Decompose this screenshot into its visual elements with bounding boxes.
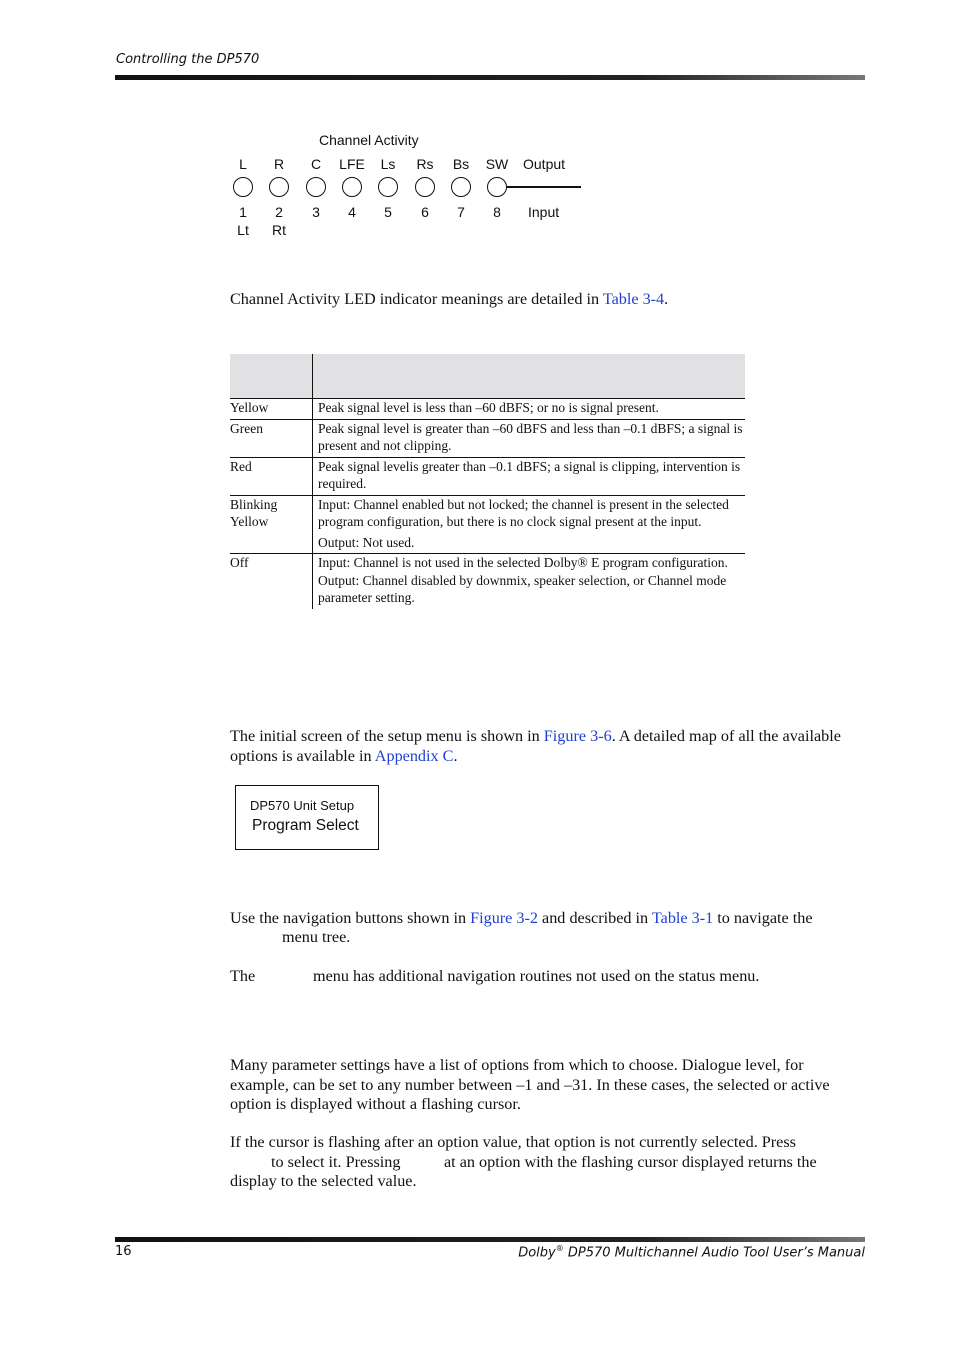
channel-label: L [239,156,247,172]
channel-number: 2 [275,204,283,220]
channel-led-indicator [269,177,289,197]
running-header: Controlling the DP570 [116,52,260,67]
led-meaning-cell [313,419,746,457]
channel-number: 7 [457,204,465,220]
table-row [230,457,745,495]
nav-text-a: Use the navigation buttons shown in [230,909,471,927]
table-header-row [230,354,745,399]
led-meaning-cell [313,554,746,609]
led-meaning-text: Output: Channel disabled by downmix, speaker selection, or Channel mode parameter setting. [318,572,727,605]
led-indicator-table [230,354,745,609]
table-3-1-link[interactable]: Table 3-1 [651,909,714,927]
lcd-line-1: DP570 Unit Setup [250,798,355,813]
led-meaning-text: Peak signal levelis greater than –0.1 dBFS; a signal is clipping, intervention is required. [318,458,741,491]
figure-title: Channel Activity [319,132,419,148]
table-row [230,554,745,609]
lcd-display [235,785,379,850]
led-meaning-cell [313,457,746,495]
setup-menu-note-b: menu has additional navigation routines not used on the status menu. [313,967,760,985]
led-state-cell: Yellow [230,399,313,420]
manual-title [518,1244,865,1260]
channel-number: 4 [348,204,356,220]
setup-text-b: . A detailed map of all the available options is available in [230,727,841,765]
channel-led-indicator [451,177,471,197]
nav-text-b: and described in [537,909,652,927]
led-state-cell: Green [230,419,313,457]
input-label: Input [528,204,560,220]
channel-label: R [273,156,285,172]
channel-label: Bs [452,156,470,172]
figure-3-6-link[interactable]: Figure 3-6 [543,727,612,745]
manual-title-rest: DP570 Multichannel Audio Tool User’s Manual [563,1245,865,1261]
channel-number: 3 [312,204,320,220]
led-meaning-text: Input: Channel enabled but not locked; the channel is present in the selected program configuration, but there is no clock signal present at the input. [318,496,729,529]
intro-text: Channel Activity LED indicator meanings are detailed in [230,290,603,308]
channel-led-indicator [306,177,326,197]
channel-label: SW [485,156,509,172]
channel-label: Ls [380,156,396,172]
table-row [230,495,745,554]
nav-paragraph-line2: menu tree. [282,928,351,946]
cursor-paragraph-line2b: at an option with the flashing cursor displayed returns the [444,1153,817,1171]
channel-sub-label: Rt [272,222,286,238]
intro-paragraph [230,290,870,310]
nav-paragraph-line1 [230,909,870,929]
intro-end: . [664,290,669,308]
channel-led-indicator [487,177,507,197]
setup-text-c: . [453,746,458,765]
manual-brand: Dolby [518,1245,556,1261]
led-state-cell: Blinking Yellow [230,495,313,554]
channel-number: 5 [384,204,392,220]
cursor-paragraph-line1: If the cursor is flashing after an option value, that option is not currently selected. Press [230,1133,796,1151]
channel-label: Rs [416,156,434,172]
nav-text-c: to navigate the [713,909,813,927]
cursor-paragraph-line3: display to the selected value. [230,1172,417,1190]
registered-mark: ® [555,1244,564,1253]
channel-number: 1 [239,204,247,220]
setup-text-a: The initial screen of the setup menu is shown in [230,727,544,745]
table-3-4-link[interactable]: Table 3-4 [602,290,665,308]
led-meaning-cell [313,399,746,420]
output-label: Output [523,156,566,172]
setup-menu-note-a: The [230,967,256,985]
channel-activity-figure [0,0,954,260]
led-meaning-text: Input: Channel is not used in the selected Dolby® E program configuration. [318,555,728,570]
led-state-cell: Red [230,457,313,495]
page-number: 16 [115,1244,132,1259]
setup-paragraph [230,727,870,766]
lcd-line-2: Program Select [252,817,359,834]
channel-label: LFE [339,156,365,172]
appendix-c-link[interactable]: Appendix C [374,746,454,765]
channel-led-indicator [378,177,398,197]
led-meaning-text: Peak signal level is greater than –60 dBFS and less than –0.1 dBFS; a signal is present and not clipping. [318,420,743,453]
channel-number: 6 [421,204,429,220]
led-state-cell: Off [230,554,313,609]
channel-led-indicator [415,177,435,197]
channel-led-indicator [233,177,253,197]
channel-number: 8 [493,204,501,220]
channel-label: C [310,156,322,172]
channel-led-indicator [342,177,362,197]
options-paragraph: Many parameter settings have a list of options from which to choose. Dialogue level, for example, can be set to any number between –1 and –31. In these cases, the selected or active option is displayed without a flashing cursor. [230,1056,830,1113]
table-row [230,419,745,457]
table-row [230,399,745,420]
channel-sub-label: Lt [237,222,249,238]
figure-3-2-link[interactable]: Figure 3-2 [470,909,538,927]
output-divider-line [507,186,581,188]
led-meaning-text: Output: Not used. [318,534,415,550]
led-meaning-text: Peak signal level is less than –60 dBFS; or no is signal present. [318,400,659,415]
footer-rule [115,1237,865,1242]
led-meaning-cell [313,495,746,554]
cursor-paragraph-line2a: to select it. Pressing [271,1153,401,1171]
